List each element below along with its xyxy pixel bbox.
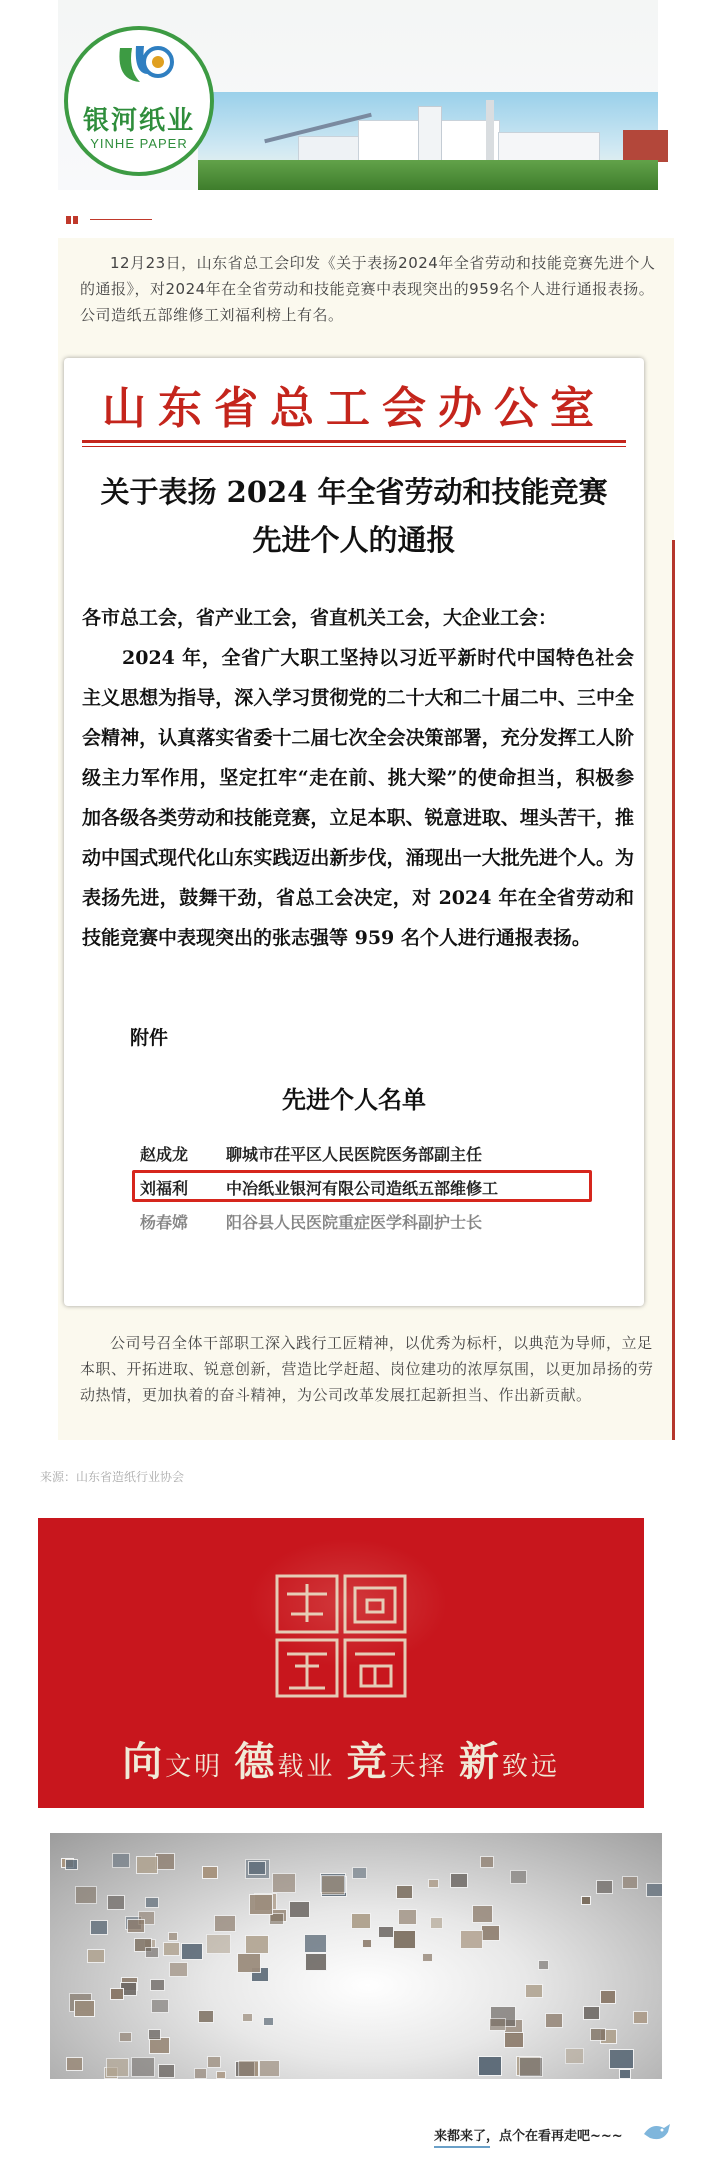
card-accent-bar [672,540,675,1440]
notice-salutation: 各市总工会，省产业工会，省直机关工会，大企业工会： [82,607,558,629]
collage-photo [622,1876,638,1889]
factory-lawn [198,160,658,190]
honoree-name: 杨春嫦 [140,1213,189,1232]
collage-photo [131,2057,155,2077]
collage-photo [259,2060,280,2078]
collage-photo [269,1913,284,1925]
collage-photo [107,1895,125,1910]
collage-photo [272,1873,296,1893]
collage-photo [110,1988,124,1999]
slogan-char: 新 [458,1738,502,1785]
collage-photo [214,1915,236,1933]
notice-title-line: 先进个人的通报 [252,523,456,557]
honoree-row [140,1210,620,1236]
collage-photo [619,2069,631,2079]
collage-photo [609,2049,634,2069]
collage-photo [450,1873,468,1888]
collage-photo [510,1870,526,1883]
header-banner [58,0,658,190]
footer-prompt: 来都来了，点个在看再走吧~~~ [434,2129,623,2144]
poster-slogan [38,1730,644,1787]
logo-chinese-name: 银河纸业 [82,106,195,136]
collage-photo [87,1949,104,1963]
collage-photo [304,1934,327,1953]
collage-photo [249,1894,274,1914]
collage-photo [168,1932,178,1941]
collage-photo [600,1990,617,2004]
collage-photo [169,1962,188,1977]
collage-photo [163,1942,180,1956]
collage-photo [525,1984,542,1998]
collage-photo [321,1875,345,1895]
collage-photo [238,2060,259,2077]
collage-photo [194,2068,207,2079]
photo-collage [50,1833,662,2079]
collage-photo [202,1866,218,1879]
collage-photo [150,1979,165,1991]
collage-photo [428,1879,439,1889]
collage-photo [538,1960,549,1970]
highlight-box [132,1170,592,1202]
collage-photo [181,1943,202,1960]
attachment-label: 附件 [130,1027,169,1049]
collage-photo [216,2071,226,2079]
collage-photo [393,1930,416,1949]
collage-photo [75,1886,97,1904]
collage-photo [565,2048,584,2064]
collage-photo [633,2011,648,2024]
collage-photo [151,1999,169,2014]
slogan-word: 载业 [277,1752,336,1782]
collage-photo [489,2018,505,2031]
collage-photo [460,1930,483,1949]
collage-photo [136,1856,158,1874]
collage-photo [74,2000,95,2017]
honoree-name: 赵成龙 [140,1145,189,1164]
collage-photo [112,1853,130,1868]
factory-tower [418,106,442,164]
collage-photo [422,1953,433,1963]
collage-photo [590,2028,606,2041]
collage-photo [66,2057,83,2071]
collage-photo [362,1939,372,1948]
collage-photo [145,1897,159,1909]
collage-photo [581,1896,591,1904]
collage-photo [378,1926,394,1939]
slogan-char: 竞 [346,1738,390,1785]
honoree-name: 刘福利 [140,1179,189,1198]
slogan-char: 向 [122,1738,166,1785]
collage-photo [90,1920,108,1935]
notice-body: 2024 年，全省广大职工坚持以习近平新时代中国特色社会主义思想为指导，深入学习贯彻党的二十大和二十届二中、三中全会精神，认真落实省委十二届七次全会决策部署，充分发挥工人阶级主力军作用，坚定扛牢“走在前、挑大梁”的使命担当，积极参加各级各类劳动和技能竞赛，立足本职、锐意进取、埋头苦干，推动中国式现代化山东实践迈出新步伐，涌现出一大批先进个人。为表扬先进，鼓舞干劲，省总工会决定，对 2024 年在全省劳动和技能竞赛中表现突出的张志强等 959 名个人进行通报表扬。 [82,647,634,949]
header-rule [82,446,626,447]
section-divider [90,219,152,220]
notice-title-line: 关于表扬 2024 年全省劳动和技能竞赛 [100,475,608,509]
collage-photo [198,2010,214,2024]
official-notice-image [64,358,644,1306]
office-building [623,130,668,162]
slogan-word: 致远 [501,1752,560,1782]
honoree-list-title: 先进个人名单 [282,1085,426,1114]
logo-english-name: YINHE PAPER [90,136,188,151]
collage-photo [480,1856,494,1868]
collage-photo [237,1953,261,1973]
collage-photo [148,2029,161,2040]
collage-photo [545,2013,564,2028]
header-rule [82,440,626,443]
collage-photo [245,1935,268,1954]
article-outro: 公司号召全体干部职工深入践行工匠精神，以优秀为标杆，以典范为导师，立足本职、开拓进取、锐意创新，营造比学赶超、岗位建功的浓厚氛围，以更加昂扬的劳动热情，更加执着的奋斗精神，为公司改革发展扛起新担当、作出新贡献。 [80,1334,654,1404]
collage-photo [127,1919,145,1933]
collage-photo [646,1883,662,1897]
collage-photo [289,1901,310,1918]
slogan-char: 德 [234,1738,278,1785]
bird-icon [642,2120,672,2144]
collage-photo [396,1885,412,1898]
collage-photo [207,2056,221,2068]
honoree-position: 阳谷县人民医院重症医学科副护士长 [226,1213,483,1232]
collage-photo [106,2058,129,2077]
collage-photo [305,1953,328,1972]
collage-photo [519,2057,543,2077]
collage-photo [263,2017,274,2027]
collage-photo [145,1947,159,1959]
collage-photo [65,1859,79,1870]
collage-photo [481,1925,500,1941]
notice-issuer: 山东省总工会办公室 [102,383,606,434]
collage-photo [158,2064,175,2078]
collage-photo [352,1867,366,1879]
notice-title [64,468,644,564]
collage-photo [596,1880,612,1894]
poster-emblem-icon [271,1570,411,1700]
article-intro: 12月23日，山东省总工会印发《关于表扬2024年全省劳动和技能竞赛先进个人的通报》，对2024年在全省劳动和技能竞赛中表现突出的959名个人进行通报表扬。公司造纸五部维修工刘福利榜上有名。 [80,254,656,324]
factory-chimney [486,100,494,162]
source-credit: 来源：山东省造纸行业协会 [40,1470,185,1484]
footer-underline [434,2146,490,2148]
collage-photo [398,1909,417,1925]
collage-photo [119,2032,132,2043]
collage-photo [351,1913,371,1929]
collage-photo [242,2013,253,2022]
slogan-word: 文明 [165,1752,224,1782]
collage-photo [478,2056,503,2076]
collage-photo [504,2032,524,2048]
collage-photo [472,1905,494,1923]
quote-mark-icon [66,214,80,226]
collage-photo [206,1934,231,1954]
honoree-row [140,1142,620,1168]
collage-photo [248,1861,266,1876]
collage-photo [430,1917,444,1928]
culture-poster [38,1518,644,1808]
collage-photo [583,2006,600,2020]
logo-emblem-icon [114,40,176,90]
honoree-position: 中冶纸业银河有限公司造纸五部维修工 [226,1179,499,1198]
slogan-word: 天择 [389,1752,448,1782]
honoree-position: 聊城市茌平区人民医院医务部副主任 [226,1145,483,1164]
